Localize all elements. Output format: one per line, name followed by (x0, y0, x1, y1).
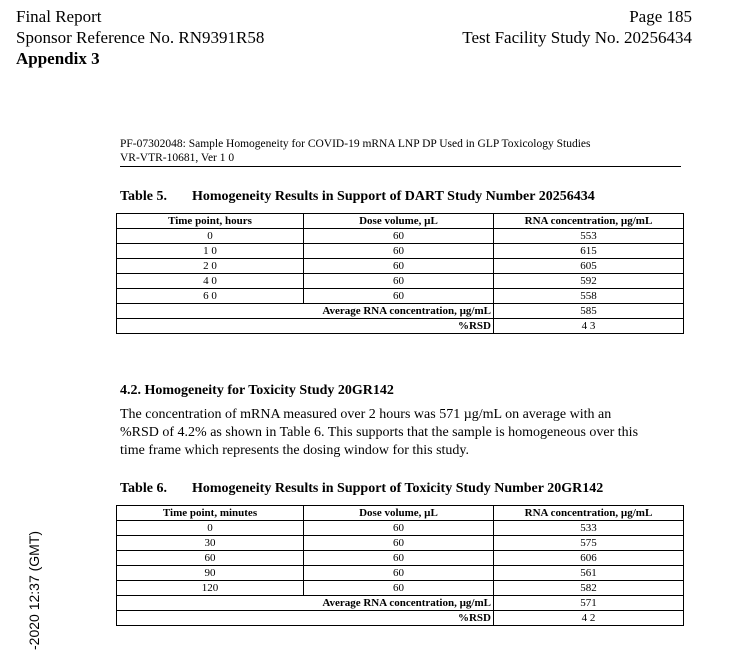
rna-cell: 553 (494, 229, 684, 244)
page-number: Page 185 (629, 7, 692, 26)
dose-cell: 60 (304, 259, 494, 274)
rna-cell: 615 (494, 244, 684, 259)
rna-cell: 606 (494, 551, 684, 566)
table6-average-row (117, 596, 684, 611)
table-row (117, 289, 684, 304)
sponsor-reference: Sponsor Reference No. RN9391R58 (16, 28, 265, 47)
dose-cell: 60 (304, 244, 494, 259)
blank-cell (117, 596, 304, 611)
dose-cell: 60 (304, 566, 494, 581)
blank-cell (117, 304, 304, 319)
table6 (116, 505, 684, 626)
rna-cell: 605 (494, 259, 684, 274)
dose-cell: 60 (304, 521, 494, 536)
doc-header-line1: PF-07302048: Sample Homogeneity for COVID-19 mRNA LNP DP Used in GLP Toxicology Studies (120, 138, 591, 150)
time-cell: 0 (117, 521, 304, 536)
table5-header-row (117, 214, 684, 229)
time-cell: 0 (117, 229, 304, 244)
dose-cell: 60 (304, 581, 494, 596)
rsd-label: %RSD (304, 611, 494, 626)
dose-cell: 60 (304, 551, 494, 566)
table6-col-time: Time point, minutes (117, 506, 304, 521)
blank-cell (117, 611, 304, 626)
rna-cell: 558 (494, 289, 684, 304)
rsd-label: %RSD (304, 319, 494, 334)
average-label: Average RNA concentration, µg/mL (304, 304, 494, 319)
table6-col-dose: Dose volume, µL (304, 506, 494, 521)
rna-cell: 561 (494, 566, 684, 581)
time-cell: 90 (117, 566, 304, 581)
rsd-value: 4 2 (494, 611, 684, 626)
table5 (116, 213, 684, 334)
table-row (117, 551, 684, 566)
rna-cell: 582 (494, 581, 684, 596)
paragraph-line: %RSD of 4.2% as shown in Table 6. This supports that the sample is homogeneous over this (120, 425, 639, 440)
doc-header-line2: VR-VTR-10681, Ver 1 0 (120, 152, 235, 164)
average-label: Average RNA concentration, µg/mL (304, 596, 494, 611)
dose-cell: 60 (304, 289, 494, 304)
table5-col-time: Time point, hours (117, 214, 304, 229)
time-cell: 30 (117, 536, 304, 551)
section-heading: 4.2. Homogeneity for Toxicity Study 20GR142 (120, 383, 394, 398)
rna-cell: 533 (494, 521, 684, 536)
table-row (117, 521, 684, 536)
header-divider (120, 166, 681, 167)
time-cell: 1 0 (117, 244, 304, 259)
table5-col-dose: Dose volume, µL (304, 214, 494, 229)
table-row (117, 244, 684, 259)
table-row (117, 566, 684, 581)
appendix-label: Appendix 3 (16, 49, 100, 68)
rsd-value: 4 3 (494, 319, 684, 334)
table5-title: Homogeneity Results in Support of DART Study Number 20256434 (192, 189, 595, 204)
table5-col-rna: RNA concentration, µg/mL (494, 214, 684, 229)
table6-header-row (117, 506, 684, 521)
blank-cell (117, 319, 304, 334)
margin-timestamp: -2020 12:37 (GMT) (26, 530, 42, 650)
table6-title: Homogeneity Results in Support of Toxicity Study Number 20GR142 (192, 481, 604, 496)
time-cell: 4 0 (117, 274, 304, 289)
table-row (117, 581, 684, 596)
table5-average-row (117, 304, 684, 319)
paragraph-line: The concentration of mRNA measured over 2 hours was 571 µg/mL on average with an (120, 407, 612, 422)
table-row (117, 536, 684, 551)
test-facility-study-no: Test Facility Study No. 20256434 (462, 28, 692, 47)
table5-rsd-row (117, 319, 684, 334)
rna-cell: 592 (494, 274, 684, 289)
report-title: Final Report (16, 7, 102, 26)
time-cell: 2 0 (117, 259, 304, 274)
table-row (117, 259, 684, 274)
time-cell: 60 (117, 551, 304, 566)
time-cell: 120 (117, 581, 304, 596)
table-row (117, 274, 684, 289)
paragraph-line: time frame which represents the dosing window for this study. (120, 443, 470, 458)
rna-cell: 575 (494, 536, 684, 551)
time-cell: 6 0 (117, 289, 304, 304)
table5-label: Table 5. (120, 189, 167, 204)
average-value: 585 (494, 304, 684, 319)
average-value: 571 (494, 596, 684, 611)
table6-rsd-row (117, 611, 684, 626)
section-paragraph (120, 406, 682, 460)
table6-label: Table 6. (120, 481, 167, 496)
table6-col-rna: RNA concentration, µg/mL (494, 506, 684, 521)
dose-cell: 60 (304, 536, 494, 551)
dose-cell: 60 (304, 274, 494, 289)
table-row (117, 229, 684, 244)
dose-cell: 60 (304, 229, 494, 244)
